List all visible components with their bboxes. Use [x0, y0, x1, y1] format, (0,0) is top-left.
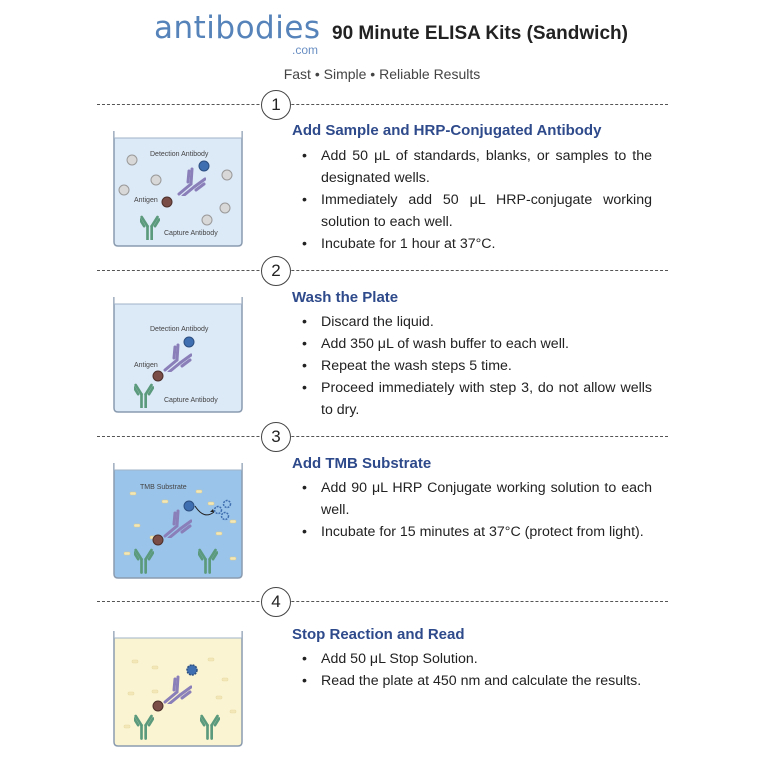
instruction-item: • Add 350 μL of wash buffer to each well.	[302, 333, 652, 355]
instruction-item: • Add 50 μL of standards, blanks, or samples to the designated wells.	[302, 145, 652, 189]
capture-antibody-label: Capture Antibody	[164, 230, 218, 237]
instruction-item: • Proceed immediately with step 3, do not allow wells to dry.	[302, 377, 652, 421]
antigen-icon	[153, 371, 163, 381]
page-title: 90 Minute ELISA Kits (Sandwich)	[332, 23, 628, 44]
well-diagram-step-2	[112, 296, 244, 414]
detection-antibody-label: Detection Antibody	[150, 326, 209, 333]
instruction-item: • Add 50 μL Stop Solution.	[302, 648, 652, 670]
brand-logo: antibodies	[154, 10, 321, 46]
step-number-badge: 1	[261, 90, 291, 120]
antigen-icon	[162, 197, 172, 207]
hrp-enzyme-icon	[187, 665, 197, 675]
step-title: Stop Reaction and Read	[292, 626, 465, 643]
antigen-icon	[153, 535, 163, 545]
tmb-substrate-label: TMB Substrate	[140, 484, 187, 491]
hrp-enzyme-icon	[184, 501, 194, 511]
step-title: Add TMB Substrate	[292, 455, 432, 472]
step-number-badge: 2	[261, 256, 291, 286]
step-title: Wash the Plate	[292, 289, 399, 306]
hrp-enzyme-icon	[184, 337, 194, 347]
instruction-item: • Incubate for 15 minutes at 37°C (protect from light).	[302, 521, 652, 543]
instruction-item: • Incubate for 1 hour at 37°C.	[302, 233, 652, 255]
instruction-item: • Immediately add 50 μL HRP-conjugate working solution to each well.	[302, 189, 652, 233]
instruction-item: • Repeat the wash steps 5 time.	[302, 355, 652, 377]
step-divider-4	[97, 601, 668, 602]
step-title: Add Sample and HRP-Conjugated Antibody	[292, 122, 602, 139]
well-diagram-step-4	[112, 630, 244, 748]
step-divider-2	[97, 270, 668, 271]
instruction-item: • Add 90 μL HRP Conjugate working solution to each well.	[302, 477, 652, 521]
brand-logo-suffix: .com	[292, 43, 319, 57]
step-number-badge: 4	[261, 587, 291, 617]
step-instructions	[302, 311, 652, 421]
instruction-item: • Discard the liquid.	[302, 311, 652, 333]
page-tagline: Fast • Simple • Reliable Results	[283, 66, 481, 82]
antigen-icon	[153, 701, 163, 711]
antigen-label: Antigen	[134, 362, 158, 369]
antigen-label: Antigen	[134, 197, 158, 204]
well-diagram-step-1	[112, 130, 244, 248]
hrp-enzyme-icon	[199, 161, 209, 171]
step-divider-3	[97, 436, 668, 437]
detection-antibody-label: Detection Antibody	[150, 151, 209, 158]
step-number-badge: 3	[261, 422, 291, 452]
step-instructions	[302, 648, 652, 692]
step-instructions	[302, 145, 652, 255]
instruction-item: • Read the plate at 450 nm and calculate the results.	[302, 670, 652, 692]
capture-antibody-label: Capture Antibody	[164, 397, 218, 404]
step-divider-1	[97, 104, 668, 105]
step-instructions	[302, 477, 652, 543]
well-diagram-step-3	[112, 462, 244, 580]
